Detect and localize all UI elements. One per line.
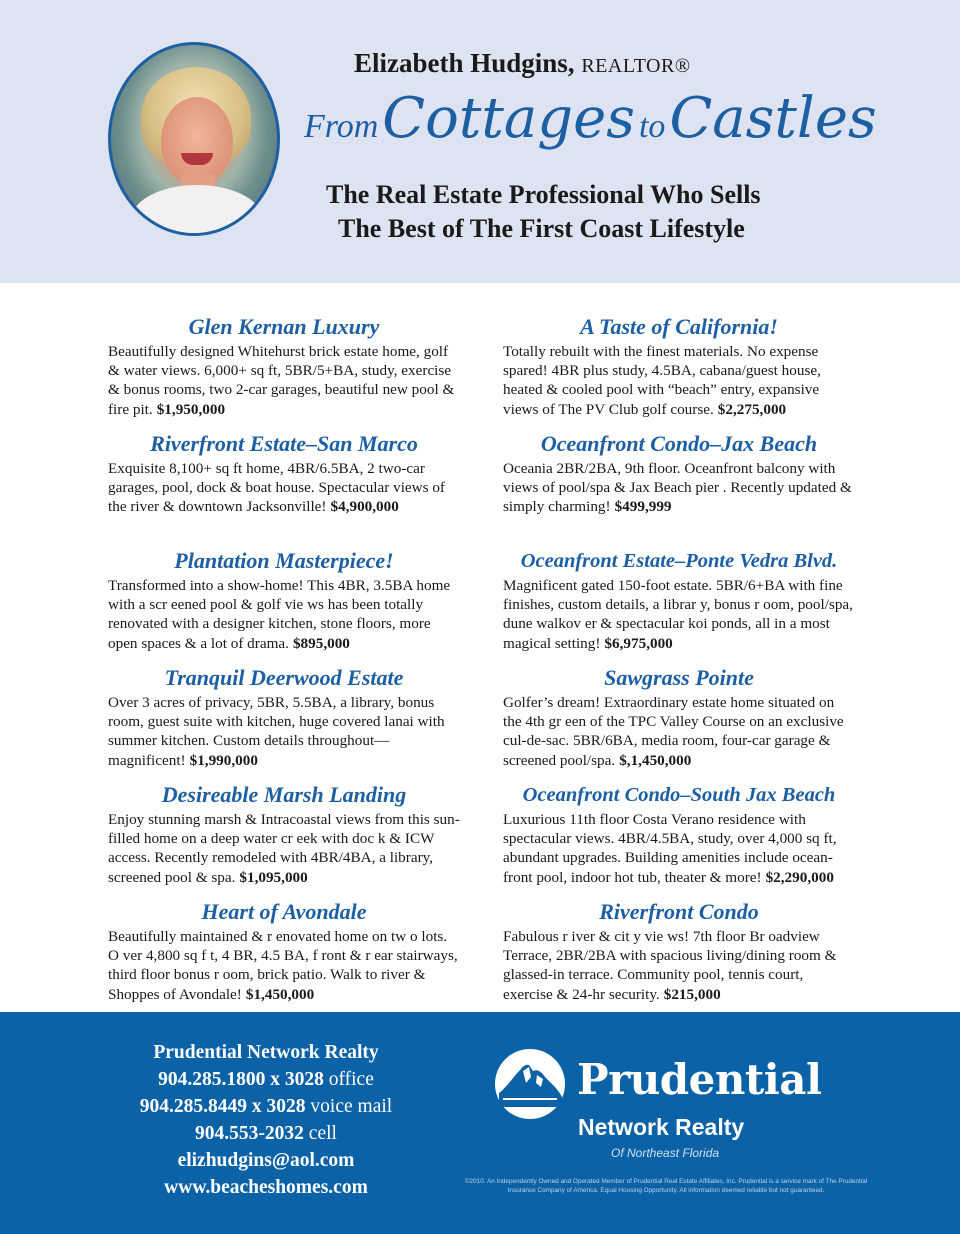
listing-description — [108, 693, 460, 770]
realtor-name-text: Elizabeth Hudgins, — [354, 48, 575, 78]
voicemail-phone-number[interactable]: 904.285.8449 x 3028 — [139, 1096, 306, 1117]
tagline-to: to — [638, 108, 666, 145]
listing-description — [108, 927, 460, 1004]
listing-price: $1,450,000 — [245, 985, 315, 1003]
legal-disclaimer: ©2010. An Independently Owned and Operated Member of Prudential Real Estate Affiliates, Inc. Prudential is a service mark of The Prudential Insurance Company of America. Equal Housing Opportunity. All information deemed reliable but not guaranteed. — [464, 1178, 868, 1194]
listing-price: $2,275,000 — [717, 400, 787, 418]
realtor-title: REALTOR® — [581, 55, 691, 77]
listing-title: Riverfront Estate–San Marco — [150, 431, 418, 456]
listing — [503, 663, 855, 780]
listing-price: $1,950,000 — [156, 400, 226, 418]
listing-body: Golfer’s dream! Extraordinary estate home situated on the 4th gr een of the TPC Valley Course on an exclusive cul-de-sac. 5BR/6BA, media room, four-car garage & screened pool/spa. — [503, 694, 844, 769]
listing — [108, 897, 460, 1014]
listing-title: Riverfront Condo — [599, 899, 759, 924]
listing-body: Totally rebuilt with the finest materials. No expense spared! 4BR plus study, 4.5BA, cabana/guest house, heated & cooled pool with “beach” entry, expansive views of The PV Club golf course. — [503, 343, 821, 418]
listing — [503, 897, 855, 1014]
listing-description — [503, 810, 855, 887]
listing-description — [503, 576, 855, 653]
prudential-rock-logo-icon — [493, 1047, 567, 1121]
email-link[interactable]: elizhudgins@aol.com — [177, 1150, 355, 1171]
portrait-face — [161, 97, 233, 185]
realtor-portrait — [108, 42, 280, 236]
company-name: Prudential Network Realty — [153, 1042, 379, 1063]
listing-title: Desireable Marsh Landing — [161, 782, 407, 807]
listing-description — [108, 810, 460, 887]
website-link[interactable]: www.beacheshomes.com — [164, 1177, 368, 1198]
subtitle-line-2: The Best of The First Coast Lifestyle — [338, 214, 745, 243]
tagline — [304, 86, 877, 151]
listing-price: $215,000 — [663, 985, 721, 1003]
office-phone — [110, 1066, 422, 1093]
listing — [503, 780, 855, 897]
listing — [503, 429, 855, 546]
listing — [108, 312, 460, 429]
listing-price: $499,999 — [614, 498, 672, 516]
listing-description — [503, 342, 855, 419]
office-phone-label: office — [328, 1069, 374, 1090]
office-phone-number[interactable]: 904.285.1800 x 3028 — [158, 1069, 324, 1090]
voicemail-phone-label: voice mail — [310, 1096, 393, 1117]
listing-description — [503, 693, 855, 770]
listing-title: A Taste of California! — [580, 314, 778, 339]
listing — [108, 780, 460, 897]
tagline-castles: Castles — [669, 86, 877, 151]
listing-price: $4,900,000 — [330, 498, 399, 516]
listing-body: Beautifully designed Whitehurst brick estate home, golf & water views. 6,000+ sq ft, 5BR/5+BA, study, exercise & bonus rooms, two 2-car garages, beautiful new pool & fire pit. — [108, 343, 455, 418]
listing-body: Enjoy stunning marsh & Intracoastal views from this sun-filled home on a deep water cr eek with doc k & ICW access. Recently remodeled with 4BR/4BA, a library, screened pool & spa. — [108, 811, 460, 886]
listing-price: $895,000 — [292, 634, 350, 652]
listing-price: $1,990,000 — [189, 751, 258, 769]
footer-banner — [0, 1012, 960, 1234]
header-banner — [0, 0, 960, 283]
listing — [108, 429, 460, 546]
listing-price: $2,290,000 — [765, 868, 834, 886]
listing-body: Fabulous r iver & cit y vie ws! 7th floor Br oadview Terrace, 2BR/2BA with spacious living/dining room & glassed-in terrace. Community pool, tennis court, exercise & 24-hr security. — [503, 928, 837, 1003]
cell-phone — [110, 1120, 422, 1147]
brand-subtitle: Network Realty — [578, 1114, 745, 1140]
listing-title: Heart of Avondale — [201, 899, 367, 924]
listing-body: Magnificent gated 150-foot estate. 5BR/6+BA with fine finishes, custom details, a librar y, bonus r oom, pool/spa, dune walkov er & spectacular koi ponds, all in a most magical setting! — [503, 577, 853, 652]
listing-title: Oceanfront Estate–Ponte Vedra Blvd. — [520, 550, 838, 572]
listing-body: Oceania 2BR/2BA, 9th floor. Oceanfront balcony with views of pool/spa & Jax Beach pier . Recently updated & simply charming! — [503, 460, 852, 516]
listing-body: Transformed into a show-home! This 4BR, 3.5BA home with a scr eened pool & golf vie ws has been totally renovated with a designer kitchen, stone floors, more open spaces & a lot of drama. — [108, 577, 451, 652]
listing-title: Oceanfront Condo–Jax Beach — [540, 431, 818, 456]
listing-title: Oceanfront Condo–South Jax Beach — [522, 784, 836, 806]
realtor-name — [354, 48, 691, 79]
voicemail-phone — [110, 1093, 422, 1120]
listing-body: Beautifully maintained & r enovated home on tw o lots. O ver 4,800 sq f t, 4 BR, 4.5 BA, f ront & r ear stairways, third floor bonus r oom, brick patio. Walk to river & Shoppes of Avondale! — [108, 928, 458, 1003]
cell-phone-number[interactable]: 904.553-2032 — [195, 1123, 304, 1144]
listing-description — [108, 576, 460, 653]
subtitle-line-1: The Real Estate Professional Who Sells — [326, 180, 761, 209]
listing-title: Tranquil Deerwood Estate — [164, 665, 404, 690]
listing-body: Exquisite 8,100+ sq ft home, 4BR/6.5BA, 2 two-car garages, pool, dock & boat house. Spectacular views of the river & downtown Jacksonville! — [108, 460, 445, 516]
tagline-cottages: Cottages — [382, 86, 635, 151]
listings-left-column — [108, 312, 460, 1014]
listing-title: Glen Kernan Luxury — [188, 314, 380, 339]
listing-description — [503, 459, 855, 517]
contact-block — [110, 1039, 422, 1201]
tagline-from: From — [304, 108, 379, 145]
listing-description — [108, 459, 460, 517]
listing-body: Luxurious 11th floor Costa Verano residence with spectacular views. 4BR/4.5BA, study, over 4,000 sq ft, abundant upgrades. Building amenities include ocean-front pool, indoor hot tub, theater & more! — [503, 811, 837, 886]
brand-region: Of Northeast Florida — [611, 1146, 720, 1160]
listing-price: $,1,450,000 — [619, 751, 692, 769]
cell-phone-label: cell — [308, 1123, 337, 1144]
listing-price: $1,095,000 — [239, 868, 308, 886]
listing — [108, 546, 460, 663]
listing-title: Plantation Masterpiece! — [174, 548, 394, 573]
listings-right-column — [503, 312, 855, 1014]
listing-title: Sawgrass Pointe — [604, 665, 754, 690]
brand-name: Prudential — [577, 1055, 822, 1104]
portrait-clothing — [131, 185, 263, 236]
listing-description — [108, 342, 460, 419]
listing-description — [503, 927, 855, 1004]
listing — [503, 546, 855, 663]
listing-price: $6,975,000 — [604, 634, 673, 652]
listing-body: Over 3 acres of privacy, 5BR, 5.5BA, a library, bonus room, guest suite with kitchen, huge covered lanai with summer kitchen. Custom details throughout—magnificent! — [108, 694, 445, 769]
listing — [108, 663, 460, 780]
listing — [503, 312, 855, 429]
